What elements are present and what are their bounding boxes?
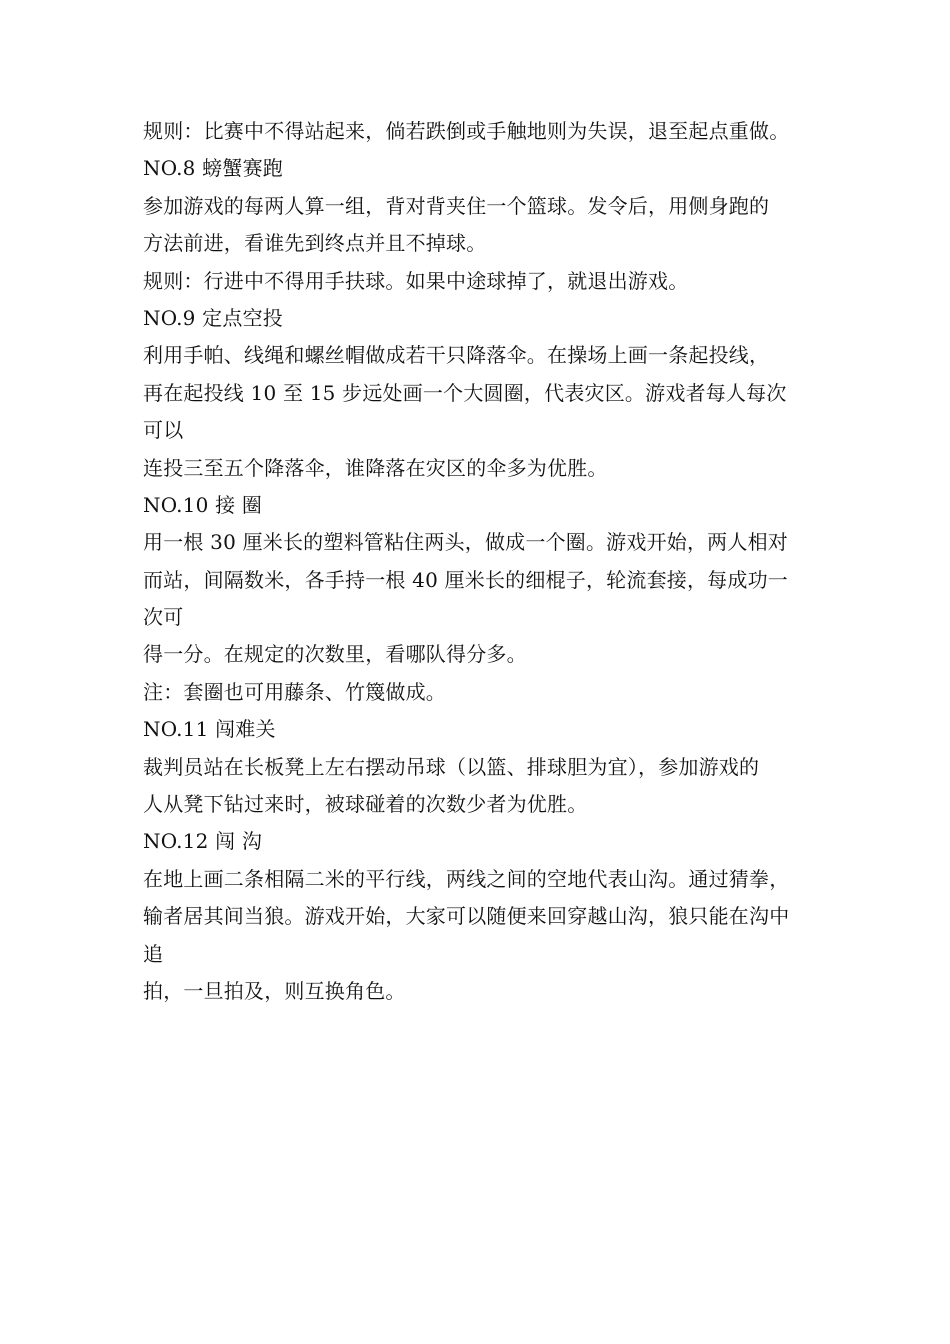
document-body bbox=[143, 118, 823, 1015]
section-heading-no10: NO.10 接 圈 bbox=[143, 492, 263, 517]
paragraph-line: 方法前进，看谁先到终点并且不掉球。 bbox=[143, 231, 487, 256]
paragraph-line: 输者居其间当狼。游戏开始，大家可以随便来回穿越山沟，狼只能在沟中 bbox=[143, 904, 790, 929]
paragraph-line: 拍，一旦拍及，则互换角色。 bbox=[143, 978, 406, 1003]
paragraph-line: 裁判员站在长板凳上左右摆动吊球（以篮、排球胆为宜），参加游戏的 bbox=[143, 754, 760, 779]
paragraph-line: 再在起投线 10 至 15 步远处画一个大圆圈，代表灾区。游戏者每人每次 bbox=[143, 380, 787, 405]
section-heading-no12: NO.12 闯 沟 bbox=[143, 829, 263, 854]
paragraph-line: 用一根 30 厘米长的塑料管粘住两头，做成一个圈。游戏开始，两人相对 bbox=[143, 530, 788, 555]
paragraph-line: 参加游戏的每两人算一组，背对背夹住一个篮球。发令后，用侧身跑的 bbox=[143, 193, 770, 218]
paragraph-line: 追 bbox=[143, 941, 164, 966]
paragraph-line: 次可 bbox=[143, 605, 184, 630]
paragraph-line: 在地上画二条相隔二米的平行线，两线之间的空地代表山沟。通过猜拳， bbox=[143, 866, 790, 891]
rule-text-crab-start: 规则：比赛中不得站起来，倘若跌倒或手触地则为失误，退至起点重做。 bbox=[143, 119, 790, 143]
section-heading-no8: NO.8 螃蟹赛跑 bbox=[143, 156, 283, 181]
section-heading-no11: NO.11 闯难关 bbox=[143, 717, 276, 742]
rule-text: 规则：行进中不得用手扶球。如果中途球掉了，就退出游戏。 bbox=[143, 268, 689, 293]
paragraph-line: 人从凳下钻过来时，被球碰着的次数少者为优胜。 bbox=[143, 792, 588, 817]
section-heading-no9: NO.9 定点空投 bbox=[143, 305, 283, 330]
paragraph-line: 而站，间隔数米，各手持一根 40 厘米长的细棍子，轮流套接，每成功一 bbox=[143, 567, 788, 592]
paragraph-line: 可以 bbox=[143, 418, 184, 443]
paragraph-line: 利用手帕、线绳和螺丝帽做成若干只降落伞。在操场上画一条起投线， bbox=[143, 343, 770, 368]
note-text: 注：套圈也可用藤条、竹篾做成。 bbox=[143, 679, 446, 704]
paragraph-line: 连投三至五个降落伞，谁降落在灾区的伞多为优胜。 bbox=[143, 455, 608, 480]
paragraph-line: 得一分。在规定的次数里，看哪队得分多。 bbox=[143, 642, 527, 667]
